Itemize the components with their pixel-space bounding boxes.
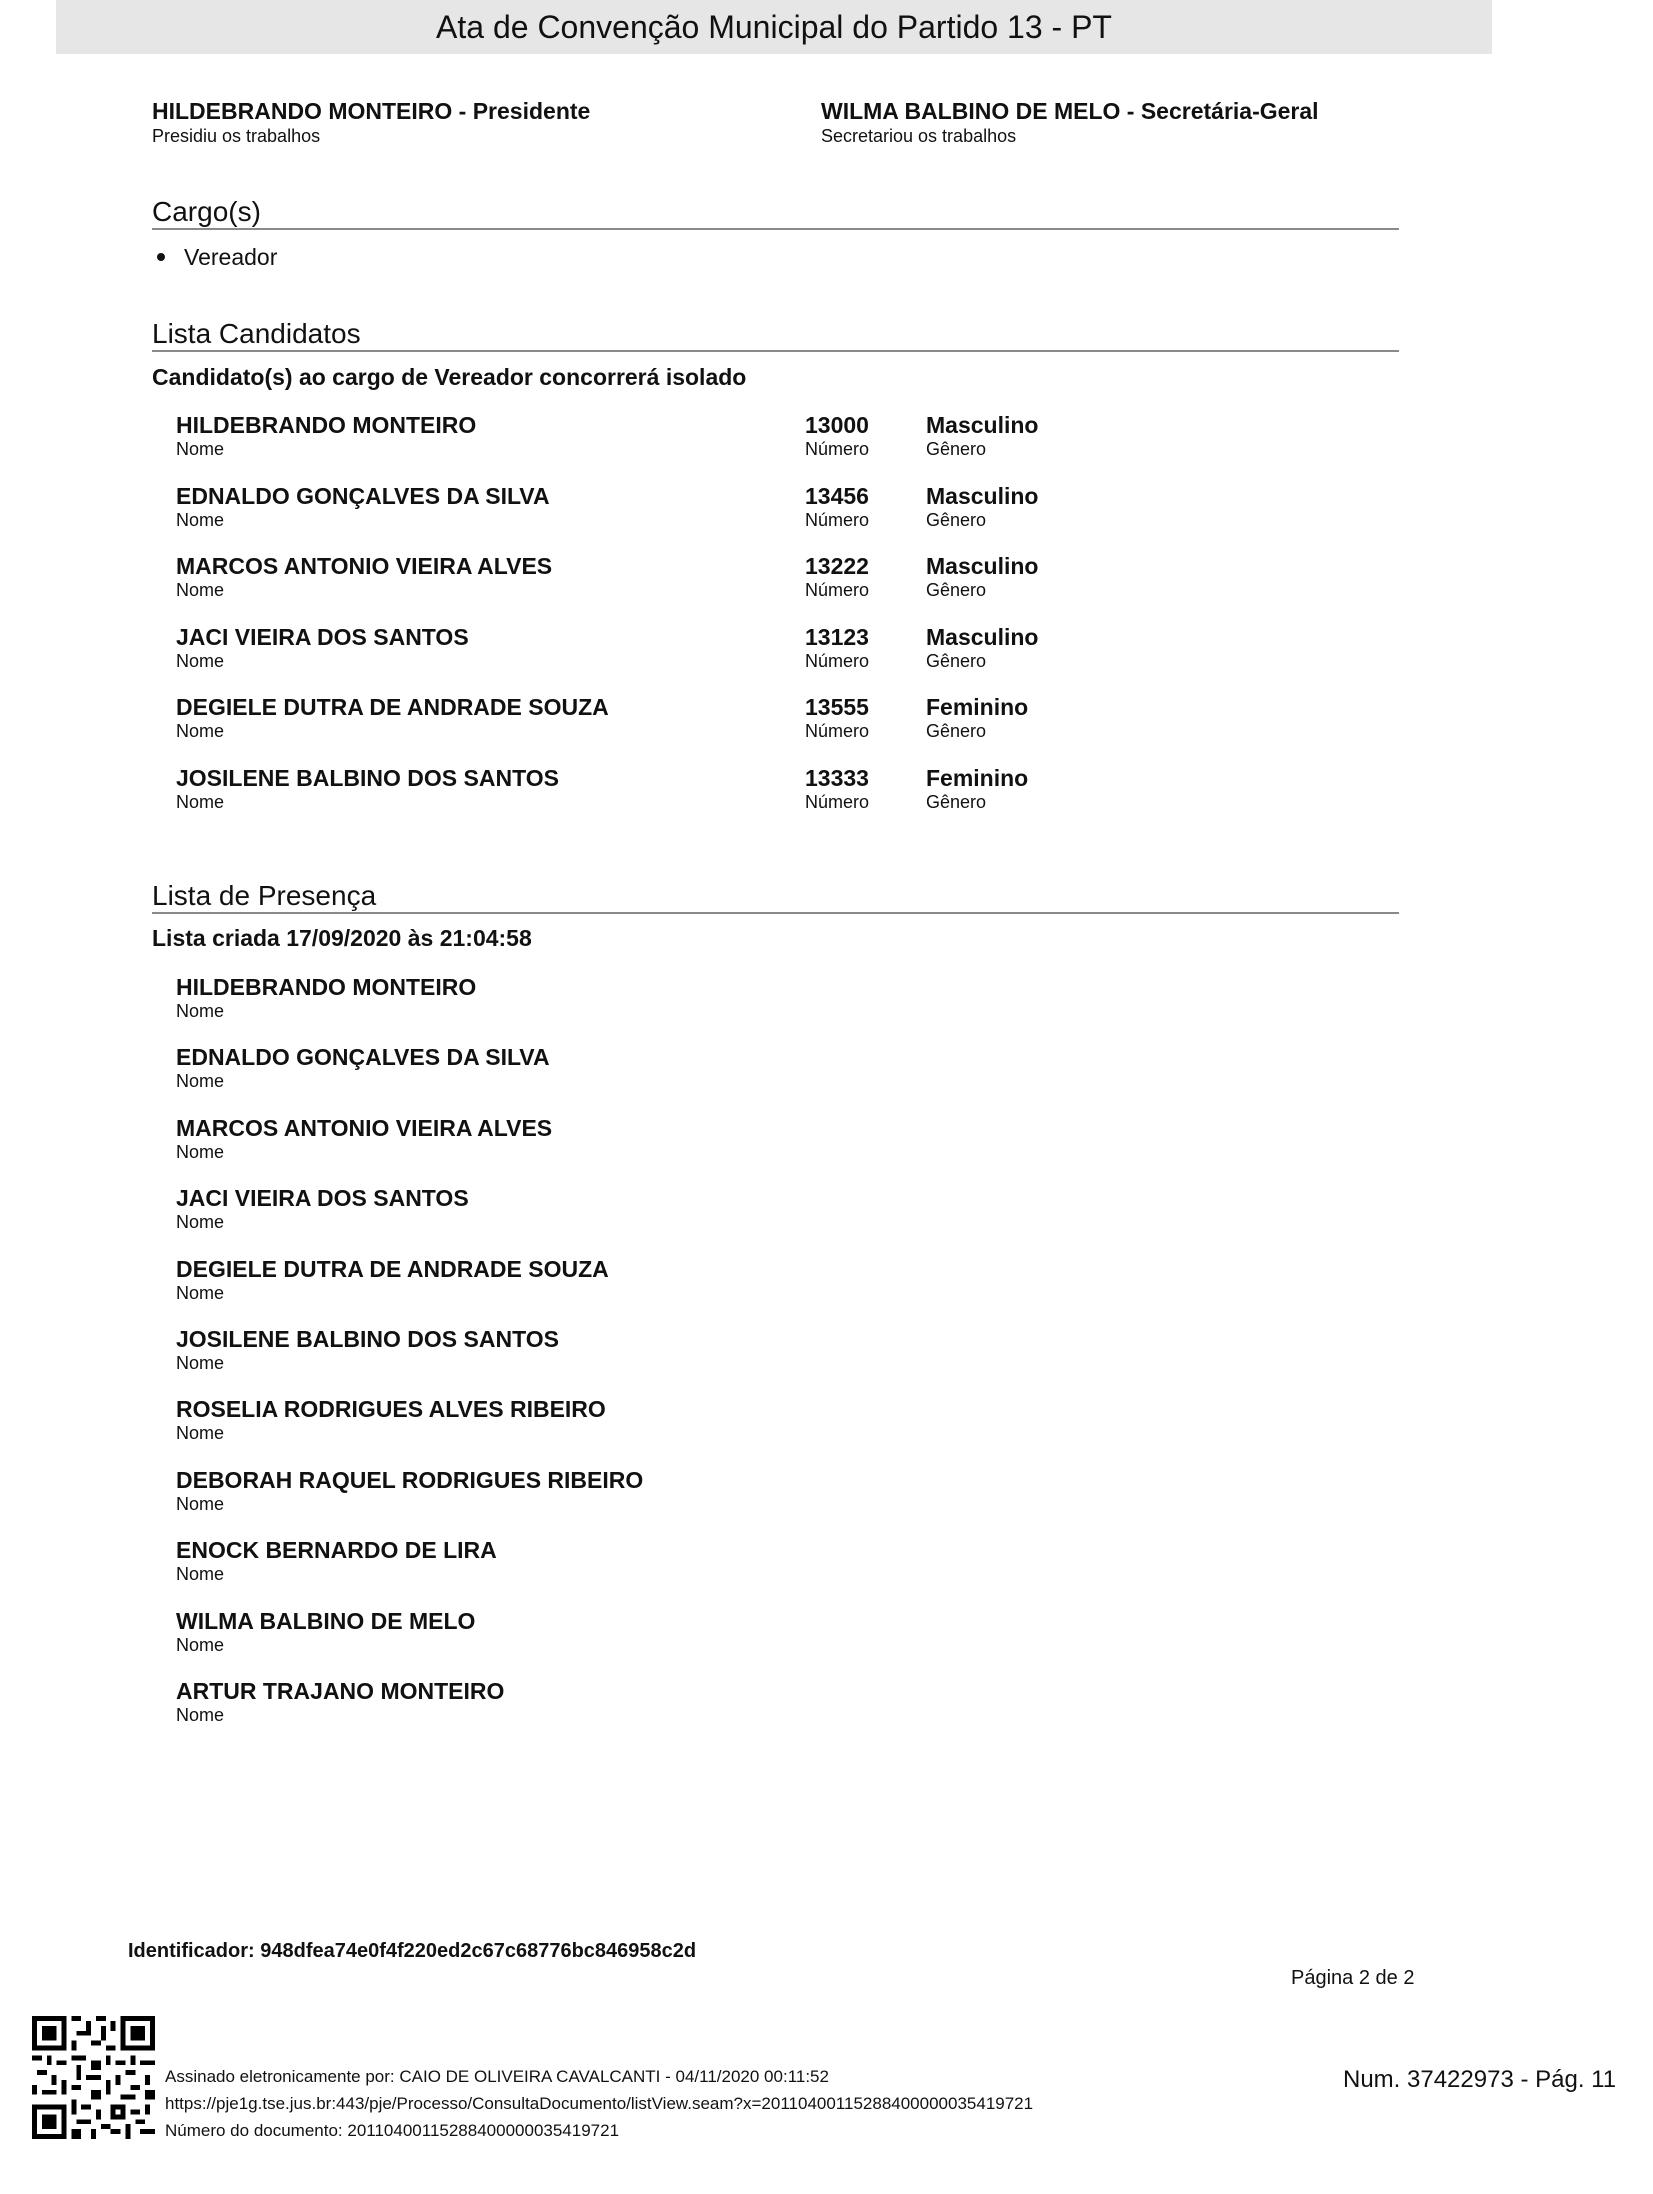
- field-label: Gênero: [926, 509, 987, 530]
- field-label: Nome: [176, 791, 225, 812]
- field-label: Nome: [176, 1634, 225, 1655]
- list-item: [176, 1467, 643, 1537]
- list-item: [176, 974, 643, 1044]
- field-label: Nome: [176, 1282, 225, 1303]
- document-number: Número do documento: 20110400115288400000035419721: [165, 2121, 620, 2140]
- candidate-gender: Masculino: [926, 553, 1039, 579]
- candidate-gender: Feminino: [926, 694, 1029, 720]
- candidate-number: 13222: [805, 553, 869, 579]
- president-role: Presidiu os trabalhos: [152, 126, 321, 146]
- candidatos-list: [176, 412, 1076, 835]
- field-label: Nome: [176, 1001, 225, 1021]
- field-label: Nome: [176, 1352, 225, 1373]
- field-label: Número: [805, 439, 870, 459]
- cargos-list: [152, 242, 277, 272]
- field-label: Nome: [176, 580, 225, 600]
- list-item: [176, 1608, 643, 1678]
- field-label: Gênero: [926, 721, 987, 741]
- list-item: [152, 242, 277, 272]
- table-row: [176, 765, 1076, 836]
- field-label: Gênero: [926, 580, 987, 600]
- field-label: Gênero: [926, 791, 987, 812]
- field-label: Nome: [176, 721, 225, 741]
- candidate-name: JACI VIEIRA DOS SANTOS: [176, 623, 469, 650]
- candidate-number: 13123: [805, 623, 869, 650]
- attendee-name: DEGIELE DUTRA DE ANDRADE SOUZA: [176, 1255, 609, 1282]
- attendee-name: ENOCK BERNARDO DE LIRA: [176, 1537, 497, 1564]
- section-title-cargos: Cargo(s): [152, 196, 1399, 230]
- attendee-name: JOSILENE BALBINO DOS SANTOS: [176, 1325, 559, 1352]
- field-label: Nome: [176, 1071, 225, 1092]
- attendee-name: JACI VIEIRA DOS SANTOS: [176, 1185, 469, 1212]
- field-label: Nome: [176, 1423, 225, 1444]
- field-label: Número: [805, 721, 870, 741]
- list-item: [176, 1044, 643, 1114]
- field-label: Número: [805, 509, 870, 530]
- candidate-gender: Masculino: [926, 482, 1039, 509]
- attendee-name: HILDEBRANDO MONTEIRO: [176, 974, 477, 1000]
- candidate-name: EDNALDO GONÇALVES DA SILVA: [176, 482, 550, 509]
- table-row: [176, 624, 1076, 695]
- candidate-name: JOSILENE BALBINO DOS SANTOS: [176, 764, 559, 791]
- field-label: Nome: [176, 1212, 225, 1233]
- list-item: [176, 1537, 643, 1607]
- document-identifier: Identificador: 948dfea74e0f4f220ed2c67c68776bc846958c2d: [128, 1940, 697, 1962]
- candidate-number: 13456: [805, 482, 869, 509]
- section-title-candidatos: Lista Candidatos: [152, 318, 1399, 352]
- field-label: Número: [805, 650, 870, 671]
- candidate-name: DEGIELE DUTRA DE ANDRADE SOUZA: [176, 694, 609, 720]
- document-title: Ata de Convenção Municipal do Partido 13 - PT: [56, 0, 1492, 54]
- president-block: [152, 98, 590, 147]
- cargo-label: Vereador: [184, 244, 278, 270]
- attendee-name: ROSELIA RODRIGUES ALVES RIBEIRO: [176, 1396, 606, 1423]
- attendee-name: MARCOS ANTONIO VIEIRA ALVES: [176, 1114, 553, 1141]
- candidate-number: 13000: [805, 412, 869, 438]
- presenca-subtitle: Lista criada 17/09/2020 às 21:04:58: [152, 925, 532, 951]
- field-label: Gênero: [926, 650, 987, 671]
- candidate-gender: Masculino: [926, 623, 1039, 650]
- secretary-role: Secretariou os trabalhos: [821, 126, 1017, 146]
- field-label: Número: [805, 791, 870, 812]
- candidate-gender: Masculino: [926, 412, 1039, 438]
- candidate-number: 13333: [805, 764, 869, 791]
- field-label: Número: [805, 580, 870, 600]
- list-item: [176, 1396, 643, 1466]
- signature-block: [165, 2063, 1033, 2144]
- secretary-block: [821, 98, 1319, 147]
- field-label: Nome: [176, 1564, 225, 1585]
- table-row: [176, 412, 1076, 483]
- field-label: Nome: [176, 509, 225, 530]
- attendee-name: EDNALDO GONÇALVES DA SILVA: [176, 1044, 550, 1071]
- section-title-presenca: Lista de Presença: [152, 880, 1399, 914]
- attendee-name: DEBORAH RAQUEL RODRIGUES RIBEIRO: [176, 1466, 644, 1493]
- bullet-icon: [157, 253, 165, 261]
- list-item: [176, 1185, 643, 1255]
- candidate-gender: Feminino: [926, 764, 1029, 791]
- list-item: [176, 1115, 643, 1185]
- candidate-number: 13555: [805, 694, 869, 720]
- field-label: Nome: [176, 1493, 225, 1514]
- secretary-name: WILMA BALBINO DE MELO - Secretária-Geral: [821, 98, 1319, 124]
- attendee-name: ARTUR TRAJANO MONTEIRO: [176, 1677, 505, 1704]
- field-label: Nome: [176, 439, 225, 459]
- presenca-list: [176, 974, 643, 1748]
- page-number: Página 2 de 2: [1291, 1967, 1415, 1989]
- list-item: [176, 1678, 643, 1748]
- field-label: Nome: [176, 1704, 225, 1725]
- signed-by-text: Assinado eletronicamente por: CAIO DE OLIVEIRA CAVALCANTI - 04/11/2020 00:11:52: [165, 2067, 829, 2086]
- document-reference: Num. 37422973 - Pág. 11: [1343, 2066, 1617, 2093]
- field-label: Nome: [176, 1141, 225, 1162]
- field-label: Nome: [176, 650, 225, 671]
- document-url: https://pje1g.tse.jus.br:443/pje/Processo/ConsultaDocumento/listView.seam?x=20110400115288400000035419721: [165, 2094, 1034, 2113]
- candidate-name: MARCOS ANTONIO VIEIRA ALVES: [176, 553, 553, 579]
- qr-code-icon: [32, 2016, 155, 2139]
- list-item: [176, 1256, 643, 1326]
- candidatos-subtitle: Candidato(s) ao cargo de Vereador concorrerá isolado: [152, 364, 747, 390]
- table-row: [176, 483, 1076, 554]
- table-row: [176, 553, 1076, 624]
- list-item: [176, 1326, 643, 1396]
- candidate-name: HILDEBRANDO MONTEIRO: [176, 412, 477, 438]
- president-name: HILDEBRANDO MONTEIRO - Presidente: [152, 98, 591, 124]
- attendee-name: WILMA BALBINO DE MELO: [176, 1607, 476, 1634]
- field-label: Gênero: [926, 439, 987, 459]
- table-row: [176, 694, 1076, 765]
